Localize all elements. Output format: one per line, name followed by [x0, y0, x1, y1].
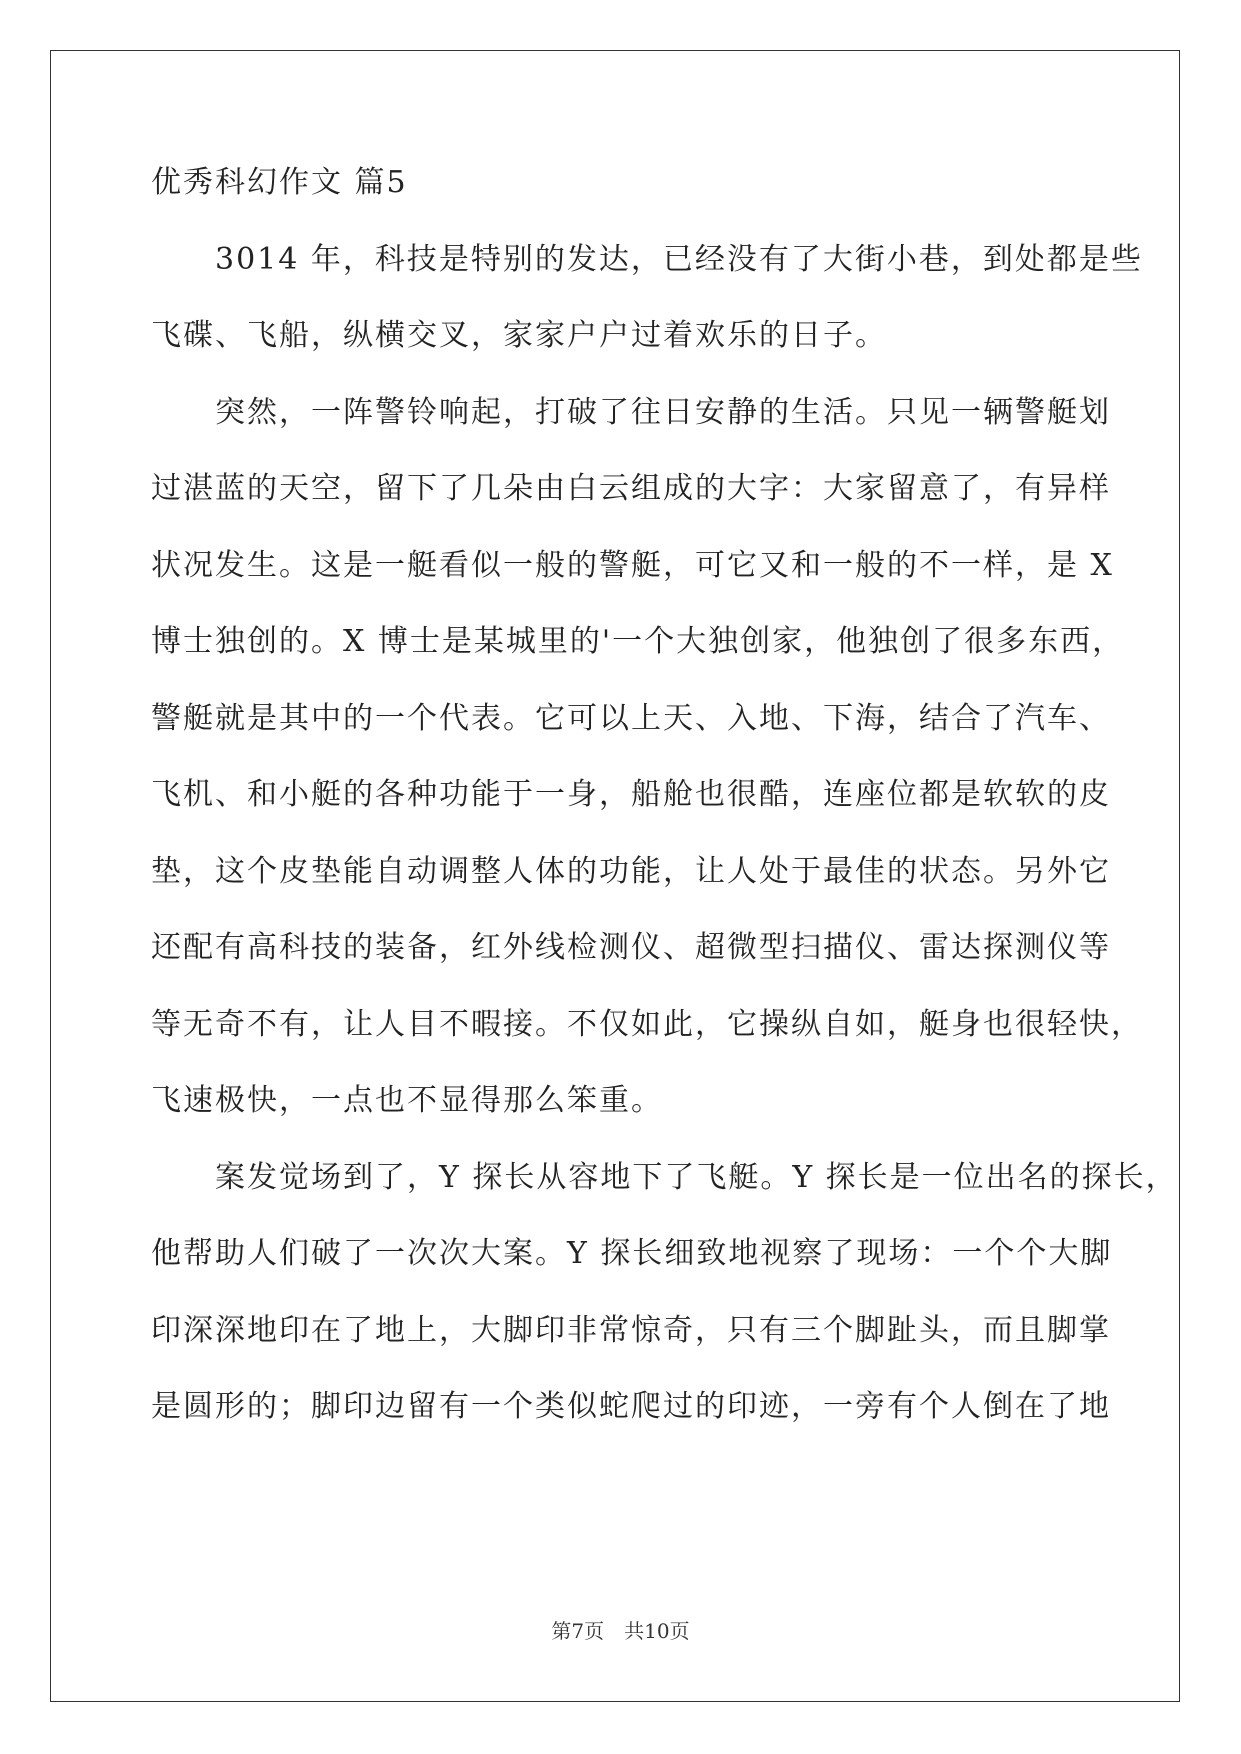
text-line: 垫，这个皮垫能自动调整人体的功能，让人处于最佳的状态。另外它 [151, 854, 1111, 889]
text-line: 突然，一阵警铃响起，打破了往日安静的生活。只见一辆警艇划 [151, 395, 1111, 430]
page-footer: 第7页 共10页 [551, 1619, 690, 1643]
text-line: 还配有高科技的装备，红外线检测仪、超微型扫描仪、雷达探测仪等 [151, 930, 1111, 965]
text-line: 印深深地印在了地上，大脚印非常惊奇，只有三个脚趾头，而且脚掌 [151, 1313, 1111, 1348]
text-line: 状况发生。这是一艇看似一般的警艇，可它又和一般的不一样，是 X [151, 548, 1114, 583]
text-line: 飞速极快，一点也不显得那么笨重。 [151, 1083, 663, 1118]
text-line: 博士独创的。X 博士是某城里的'一个大独创家，他独创了很多东西， [151, 624, 1125, 659]
text-line: 过湛蓝的天空，留下了几朵由白云组成的大字：大家留意了，有异样 [151, 471, 1111, 506]
text-line: 等无奇不有，让人目不暇接。不仅如此，它操纵自如，艇身也很轻快， [151, 1007, 1143, 1042]
text-line: 是圆形的；脚印边留有一个类似蛇爬过的印迹，一旁有个人倒在了地 [151, 1389, 1111, 1424]
text-line: 他帮助人们破了一次次大案。Y 探长细致地视察了现场：一个个大脚 [151, 1236, 1113, 1271]
document-title: 优秀科幻作文 篇5 [151, 165, 408, 200]
text-line: 飞碟、飞船，纵横交叉，家家户户过着欢乐的日子。 [151, 318, 887, 353]
text-line: 3014 年，科技是特别的发达，已经没有了大街小巷，到处都是些 [151, 242, 1143, 277]
text-line: 案发觉场到了，Y 探长从容地下了飞艇。Y 探长是一位出名的探长， [151, 1160, 1178, 1195]
text-line: 飞机、和小艇的各种功能于一身，船舱也很酷，连座位都是软软的皮 [151, 777, 1111, 812]
text-line: 警艇就是其中的一个代表。它可以上天、入地、下海，结合了汽车、 [151, 701, 1111, 736]
